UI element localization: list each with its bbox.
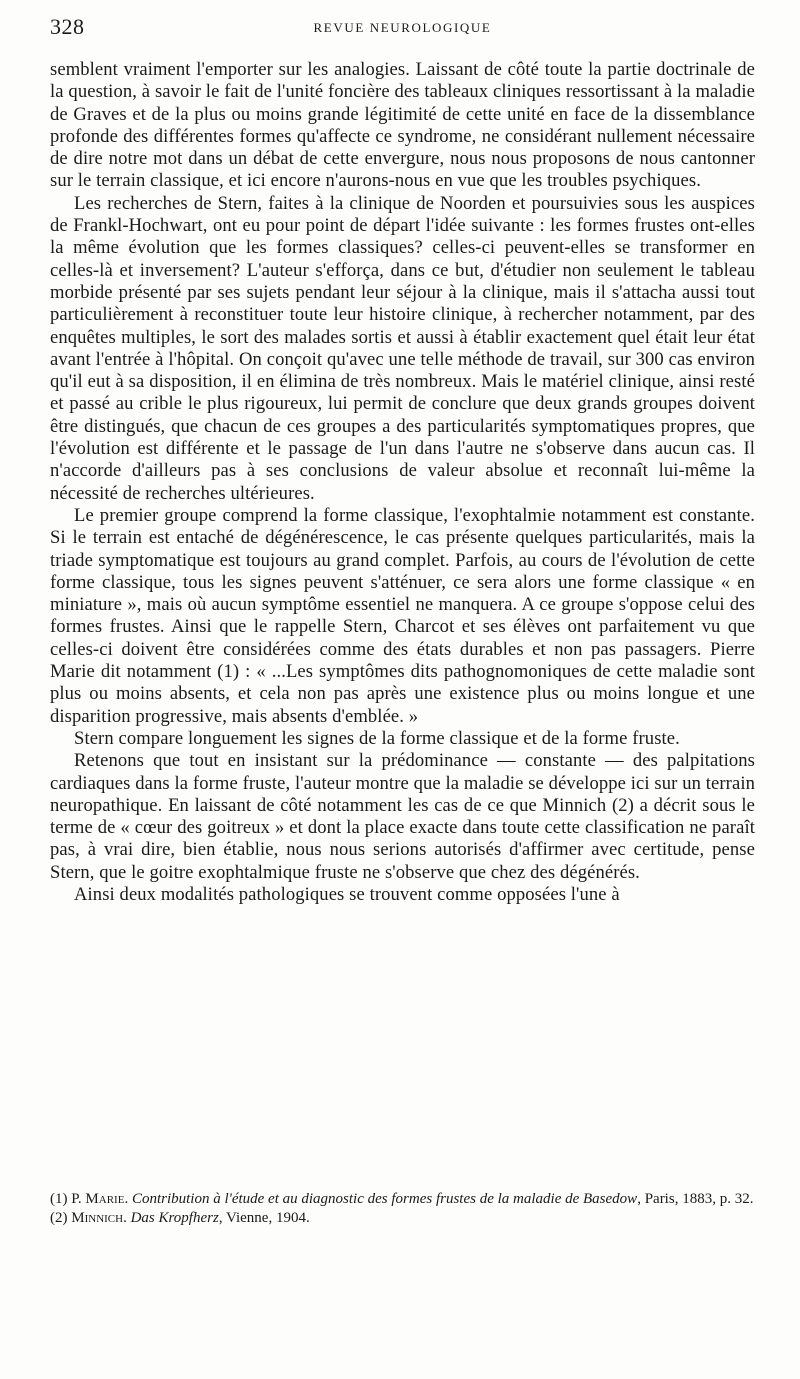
- paragraph-first-group: Le premier groupe comprend la forme classique, l'exophtalmie notamment est constante. Si le terrain est entaché de dégénérescence, le cas présente quelques particularités, mais la triade symptomatique est toujours au grand complet. Parfois, au cours de l'évolution de cette forme classique, tous les signes peuvent s'atténuer, ce sera alors une forme classique « en miniature », mais où aucun symptôme essentiel ne manquera. A ce groupe s'oppose celui des formes frustes. Ainsi que le rappelle Stern, Charcot et ses élèves ont parfaitement vu que celles-ci doivent être considérées comme des états durables et non pas passagers. Pierre Marie dit notamment (1) : « ...Les symptômes dits pathognomoniques de cette maladie sont plus ou moins absents, et cela non pas après une existence plus ou moins longue et une disparition progressive, mais absents d'emblée. »: [50, 504, 755, 727]
- paragraph-two-modalities: Ainsi deux modalités pathologiques se trouvent comme opposées l'une à: [74, 883, 620, 905]
- paragraph-stern-compare: Stern compare longuement les signes de la forme classique et de la forme fruste.: [74, 727, 680, 749]
- footnote-title: Das Kropfherz: [130, 1210, 219, 1226]
- footnote-2: [50, 1209, 755, 1228]
- footnote-title: Contribution à l'étude et au diagnostic des formes frustes de la maladie de Basedow: [131, 1191, 638, 1207]
- paragraph-palpitations: Retenons que tout en insistant sur la prédominance — constante — des palpitations cardiaques dans la forme fruste, l'auteur montre que la maladie se développe ici sur un terrain neuropathique. En laissant de côté notamment les cas de ce que Minnich (2) a décrit sous le terme de « cœur des goitreux » et dont la place exacte dans toute cette classification ne paraît pas, à vrai dire, bien établie, nous nous serions autorisés d'affirmer avec certitude, pense Stern, que le goitre exophtalmique fruste ne s'observe que chez des dégénérés.: [50, 750, 755, 883]
- paragraph-continuation: semblent vraiment l'emporter sur les analogies. Laissant de côté toute la partie doctrinale de la question, à savoir le fait de l'unité foncière des tableaux cliniques ressortissant à la maladie de Graves et de la plus ou moins grande légitimité de cette unité en face de la dissemblance profonde des différentes formes qu'affecte ce syndrome, ne considérant nullement nécessaire de dire notre mot dans un débat de cette envergure, nous nous proposons de nous cantonner sur le terrain classique, et ici encore n'aurons-nous en vue que les troubles psychiques.: [50, 59, 755, 192]
- journal-title: REVUE NEUROLOGIQUE: [313, 20, 492, 35]
- footnote-mark: (1) P.: [50, 1191, 86, 1207]
- running-head: [50, 14, 755, 42]
- paragraph-stern-research: Les recherches de Stern, faites à la clinique de Noorden et poursuivies sous les auspices de Frankl-Hochwart, ont eu pour point de départ l'idée suivante : les formes frustes ont-elles la même évolution que les formes classiques? celles-ci peuvent-elles se transformer en celles-là et inversement? L'auteur s'efforça, dans ce but, d'étudier non seulement le tableau morbide présenté par ses sujets pendant leur séjour à la clinique, mais il s'attacha aussi tout particulièrement à reconstituer toute leur histoire clinique, à rechercher notamment, par des enquêtes multiples, le sort des malades sortis et aussi à établir exactement quel était leur état avant l'entrée à l'hôpital. On conçoit qu'avec une telle méthode de travail, sur 300 cas environ qu'il eut à sa disposition, il en élimina de très nombreux. Mais le matériel clinique, ainsi resté et passé au crible le plus rigoureux, lui permit de conclure que deux grands groupes doivent être distingués, que chacun de ces groupes a des particularités symptomatiques propres, que l'évolution est différente et le passage de l'un dans l'autre ne s'observe dans aucun cas. Il n'accorde d'ailleurs pas à ses conclusions de valeur absolue et reconnaît lui-même la nécessité de recherches ultérieures.: [50, 192, 755, 504]
- page-number: 328: [50, 14, 85, 39]
- footnote-author: Marie: [85, 1191, 125, 1207]
- footnote-details: , Vienne, 1904.: [218, 1210, 310, 1226]
- footnote-separator: .: [124, 1191, 132, 1207]
- footnote-mark: (2): [50, 1210, 72, 1226]
- footnote-author: Minnich: [71, 1210, 124, 1226]
- footnotes: [50, 1190, 755, 1228]
- footnote-separator: .: [123, 1210, 131, 1226]
- footnote-details: , Paris, 1883, p. 32.: [637, 1191, 754, 1207]
- footnote-1: [50, 1190, 755, 1209]
- body-text: [50, 59, 755, 906]
